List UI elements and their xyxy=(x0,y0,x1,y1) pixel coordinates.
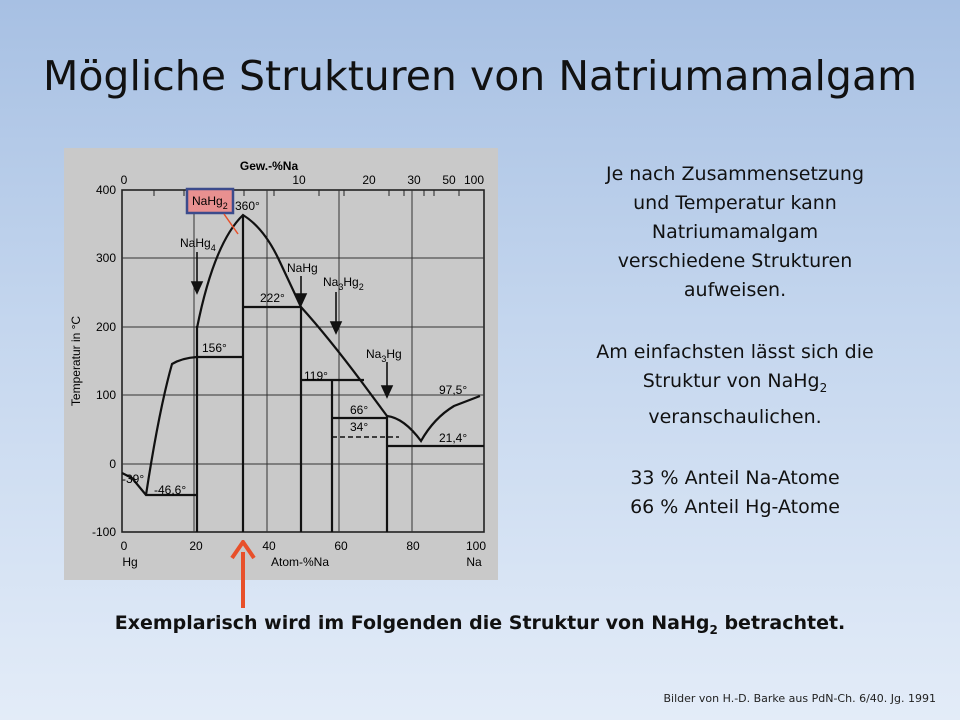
y-tick-100: 100 xyxy=(95,388,116,402)
top-axis-label: Gew.-%Na xyxy=(239,159,299,173)
slide-title: Mögliche Strukturen von Natriumamalgam xyxy=(42,52,918,100)
grid-vertical xyxy=(194,190,412,532)
temp-222: 222° xyxy=(260,291,285,305)
phase-label-nahg4: NaHg$_4$ xyxy=(180,236,216,253)
top-tick-30: 30 xyxy=(407,173,421,187)
temp-97-5: 97,5° xyxy=(439,383,468,397)
x-tick-20: 20 xyxy=(189,539,203,553)
temp-34: 34° xyxy=(350,420,369,434)
y-tick-300: 300 xyxy=(95,251,116,265)
simple-structure-text xyxy=(560,338,910,432)
top-tick-100: 100 xyxy=(463,173,485,187)
x-tick-100: 100 xyxy=(465,539,487,553)
intro-line-1: Je nach Zusammensetzung xyxy=(605,163,865,185)
nahg2-marker-arrow-icon xyxy=(230,540,256,610)
bottom-note: Exemplarisch wird im Folgenden die Struktur von NaHg$_2$ betrachtet. xyxy=(114,612,846,637)
temp-minus-39: -39° xyxy=(122,472,145,486)
x-tick-80: 80 xyxy=(406,539,420,553)
phase-label-na3hg2: $Na_3Hg_2$ xyxy=(323,275,364,292)
ratio-na: 33 % Anteil Na-Atome xyxy=(630,467,840,489)
x-tick-0: 0 xyxy=(120,539,128,553)
temp-156: 156° xyxy=(202,341,227,355)
y-axis-label: Temperatur in °C xyxy=(69,315,83,407)
peritectic-lines xyxy=(197,307,484,446)
top-tick-0: 0 xyxy=(120,173,128,187)
x-axis-label: Atom-%Na xyxy=(270,555,330,569)
atom-ratio-text xyxy=(560,464,910,522)
y-tick-400: 400 xyxy=(95,183,116,197)
intro-line-5: aufweisen. xyxy=(683,279,787,301)
intro-line-4: verschiedene Strukturen xyxy=(617,250,853,272)
intro-text xyxy=(560,160,910,305)
top-tick-20: 20 xyxy=(362,173,376,187)
phase-diagram xyxy=(64,148,498,580)
phase-label-nahg: NaHg xyxy=(287,261,318,275)
simple-line-3: veranschaulichen. xyxy=(648,405,822,428)
y-tick-200: 200 xyxy=(95,320,116,334)
x-tick-60: 60 xyxy=(334,539,348,553)
ratio-hg: 66 % Anteil Hg-Atome xyxy=(630,496,840,518)
intro-line-2: und Temperatur kann xyxy=(633,192,837,214)
phase-diagram-svg xyxy=(64,148,498,580)
liquidus-nahg4 xyxy=(146,357,197,495)
y-tick-minus100: -100 xyxy=(91,525,116,539)
simple-line-2: Struktur von NaHg$_2$ xyxy=(642,370,828,395)
top-tick-10: 10 xyxy=(292,173,306,187)
top-tick-50: 50 xyxy=(442,173,456,187)
x-end-label-na: Na xyxy=(466,555,482,569)
liquidus-main xyxy=(197,215,387,416)
temp-66: 66° xyxy=(350,403,369,417)
intro-line-3: Natriumamalgam xyxy=(651,221,819,243)
y-tick-0: 0 xyxy=(109,457,116,471)
image-credit: Bilder von H.-D. Barke aus PdN-Ch. 6/40. Jg. 1991 xyxy=(663,692,936,705)
phase-label-na3hg: $Na_3Hg$ xyxy=(366,347,402,364)
temp-minus-46-6: -46,6° xyxy=(154,483,187,497)
temp-360: 360° xyxy=(235,199,260,213)
temp-119: 119° xyxy=(304,369,328,383)
simple-line-1: Am einfachsten lässt sich die xyxy=(596,341,874,363)
x-end-label-hg: Hg xyxy=(122,555,138,569)
temp-21-4: 21,4° xyxy=(439,431,468,445)
phase-label-nahg2: NaHg$_2$ xyxy=(192,194,228,211)
x-tick-40: 40 xyxy=(262,539,276,553)
